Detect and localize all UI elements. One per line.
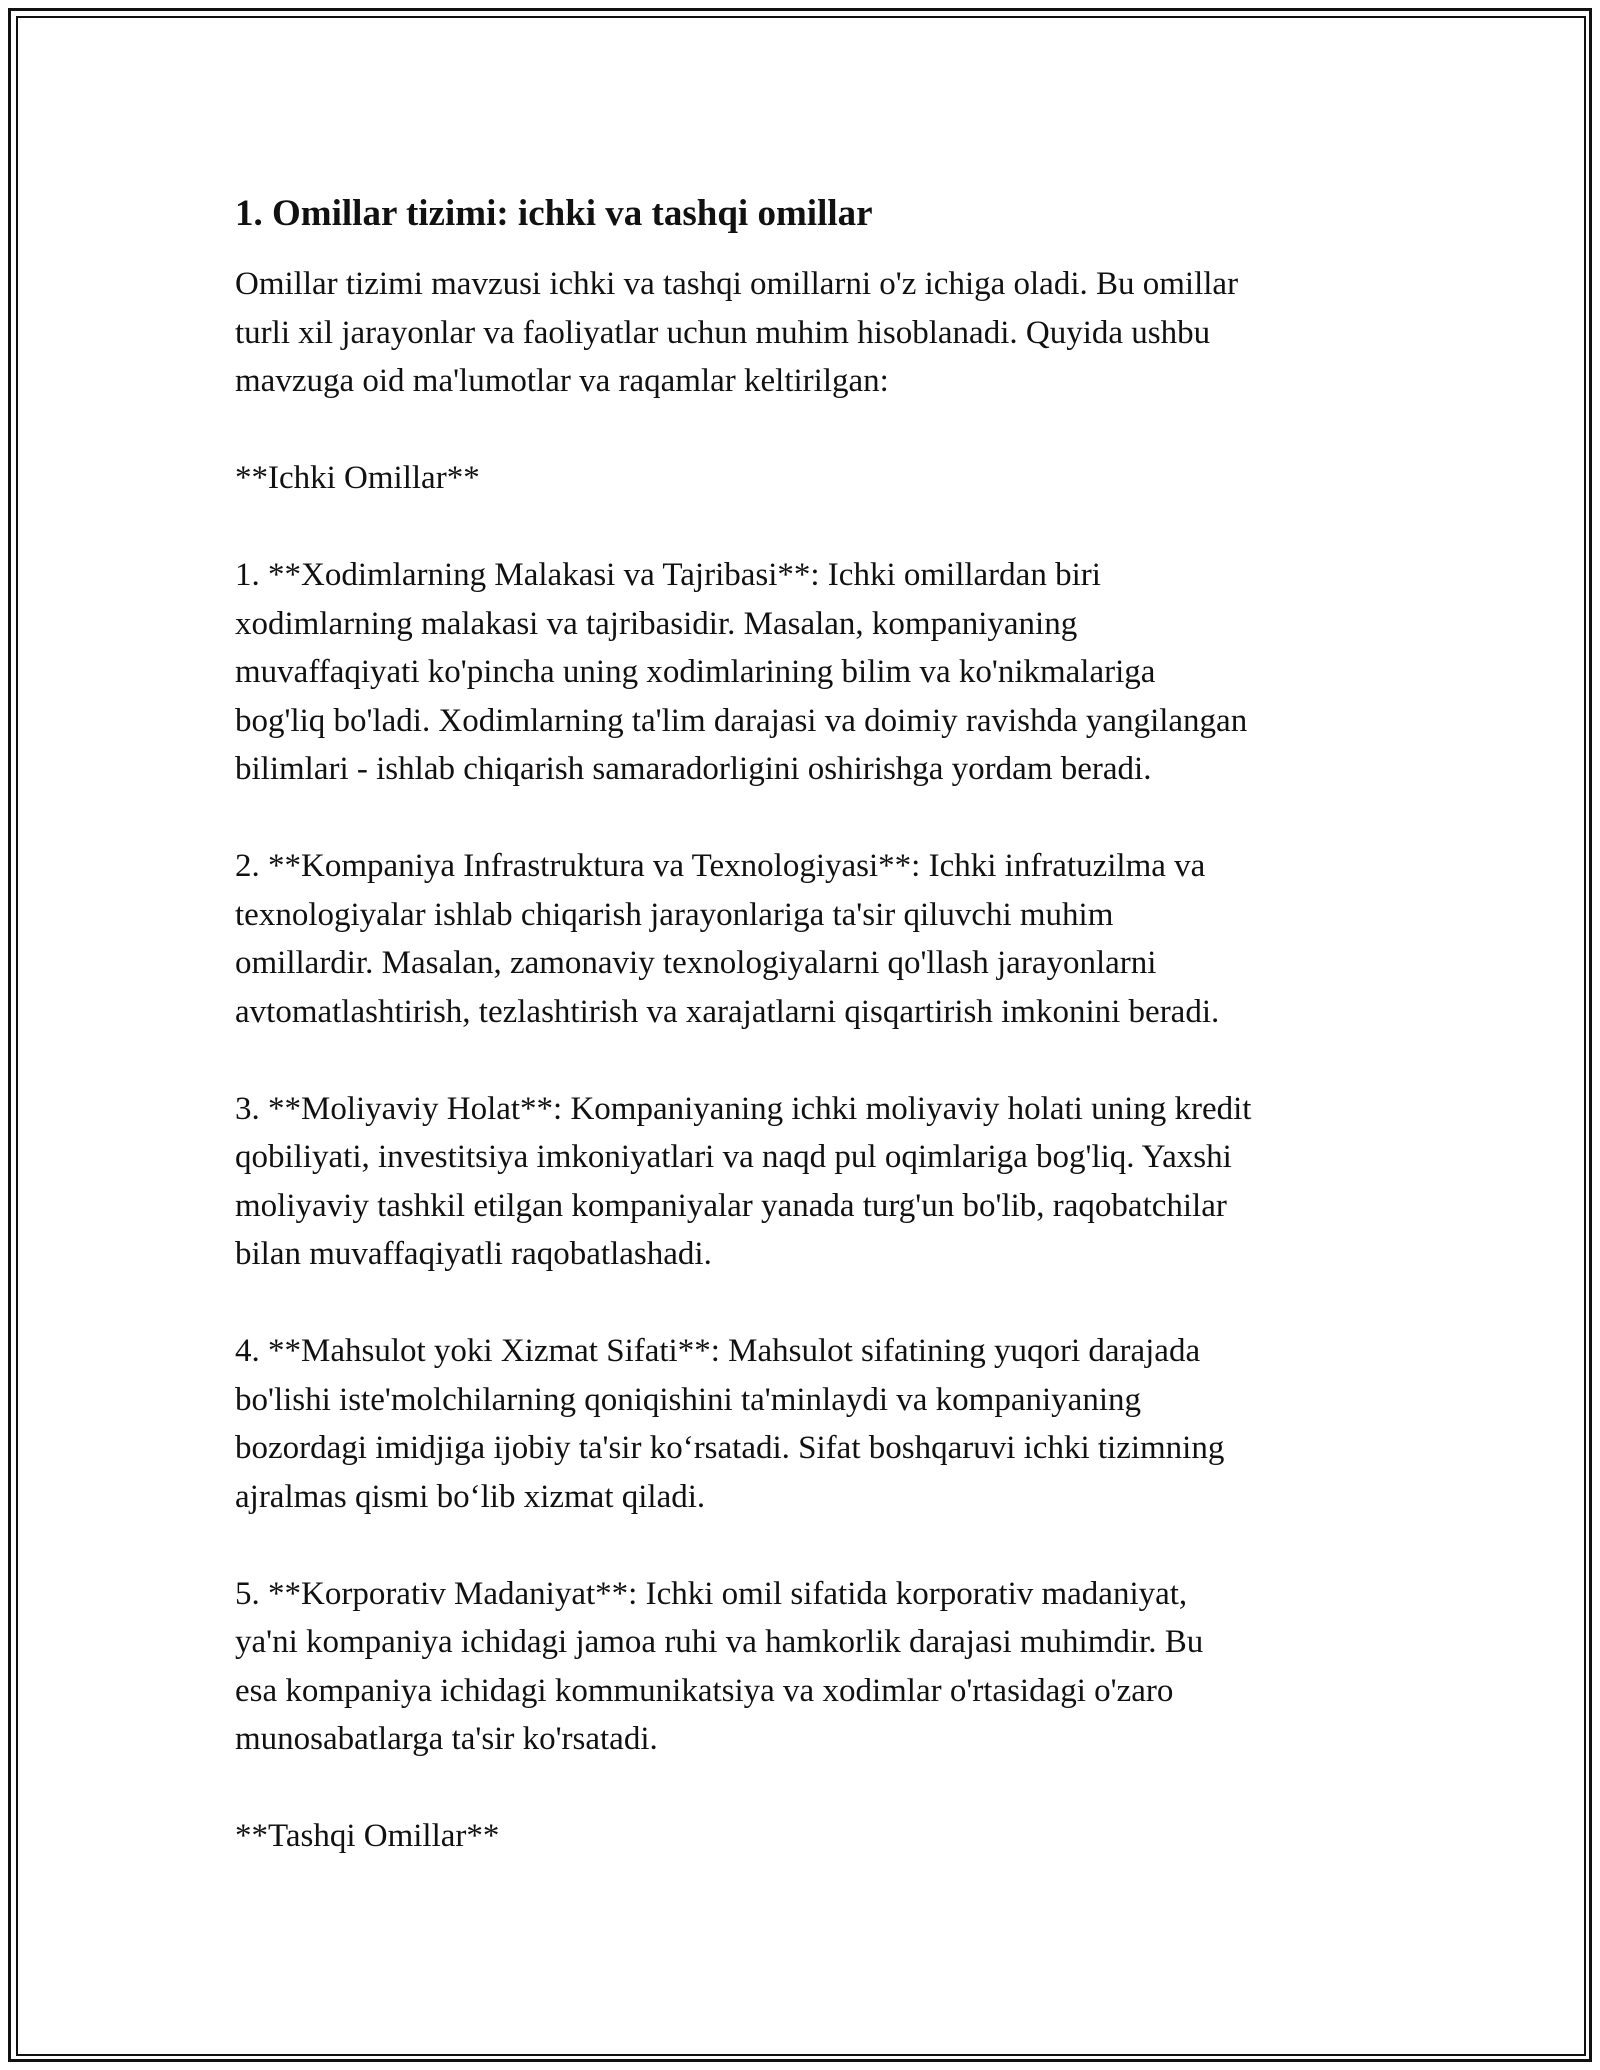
text-line: moliyaviy tashkil etilgan kompaniyalar yanada turg'un bo'lib, raqobatchilar	[235, 1187, 1227, 1224]
text-line: ya'ni kompaniya ichidagi jamoa ruhi va hamkorlik darajasi muhimdir. Bu	[235, 1624, 1204, 1660]
text-line: mavzuga oid ma'lumotlar va raqamlar keltirilgan:	[235, 363, 889, 399]
text-line: 3. **Moliyaviy Holat**: Kompaniyaning ichki moliyaviy holati uning kredit	[235, 1090, 1252, 1127]
text-line: texnologiyalar ishlab chiqarish jarayonlariga ta'sir qiluvchi muhim	[235, 896, 1114, 933]
text-line: qobiliyati, investitsiya imkoniyatlari va naqd pul oqimlariga bog'liq. Yaxshi	[235, 1139, 1232, 1175]
text-line: bilimlari - ishlab chiqarish samaradorligini oshirishga yordam beradi.	[235, 751, 1152, 787]
text-line: 5. **Korporativ Madaniyat**: Ichki omil sifatida korporativ madaniyat,	[235, 1575, 1188, 1612]
text-line: ajralmas qismi bo‘lib xizmat qiladi.	[235, 1478, 706, 1515]
list-item	[235, 551, 1375, 794]
text-line: muvaffaqiyati ko'pincha uning xodimlarining bilim va ko'nikmalariga	[235, 654, 1156, 690]
document-body	[235, 190, 1375, 1861]
intro-paragraph	[235, 260, 1375, 406]
paragraph-gap	[235, 406, 1375, 455]
text-line: bilan muvaffaqiyatli raqobatlashadi.	[235, 1236, 712, 1272]
list-item	[235, 1085, 1375, 1279]
document-heading: 1. Omillar tizimi: ichki va tashqi omillar	[235, 193, 873, 234]
paragraph-gap	[235, 794, 1375, 843]
paragraph-gap	[235, 1764, 1375, 1813]
list-item	[235, 1327, 1375, 1521]
paragraph-gap	[235, 503, 1375, 552]
list-item	[235, 1570, 1375, 1764]
text-line: 4. **Mahsulot yoki Xizmat Sifati**: Mahsulot sifatining yuqori darajada	[235, 1333, 1201, 1369]
internal-section-title: **Ichki Omillar**	[235, 460, 480, 496]
paragraph-gap	[235, 1521, 1375, 1570]
text-line: avtomatlashtirish, tezlashtirish va xarajatlarni qisqartirish imkonini beradi.	[235, 993, 1220, 1030]
text-line: munosabatlarga ta'sir ko'rsatadi.	[235, 1721, 658, 1757]
text-line: omillardir. Masalan, zamonaviy texnologiyalarni qo'llash jarayonlarni	[235, 945, 1157, 981]
text-line: bozordagi imidjiga ijobiy ta'sir ko‘rsatadi. Sifat boshqaruvi ichki tizimning	[235, 1430, 1225, 1466]
text-line: 1. **Xodimlarning Malakasi va Tajribasi**: Ichki omillardan biri	[235, 557, 1101, 593]
text-line: Omillar tizimi mavzusi ichki va tashqi omillarni o'z ichiga oladi. Bu omillar	[235, 266, 1239, 302]
text-line: 2. **Kompaniya Infrastruktura va Texnologiyasi**: Ichki infratuzilma va	[235, 848, 1206, 884]
text-line: turli xil jarayonlar va faoliyatlar uchun muhim hisoblanadi. Quyida ushbu	[235, 314, 1211, 351]
external-section-title: **Tashqi Omillar**	[235, 1818, 500, 1854]
paragraph-gap	[235, 1279, 1375, 1328]
text-line: bog'liq bo'ladi. Xodimlarning ta'lim darajasi va doimiy ravishda yangilangan	[235, 702, 1248, 739]
list-item	[235, 842, 1375, 1036]
text-line: bo'lishi iste'molchilarning qoniqishini ta'minlaydi va kompaniyaning	[235, 1381, 1141, 1418]
paragraph-gap	[235, 1036, 1375, 1085]
text-line: esa kompaniya ichidagi kommunikatsiya va xodimlar o'rtasidagi o'zaro	[235, 1672, 1174, 1709]
text-line: xodimlarning malakasi va tajribasidir. Masalan, kompaniyaning	[235, 605, 1078, 642]
